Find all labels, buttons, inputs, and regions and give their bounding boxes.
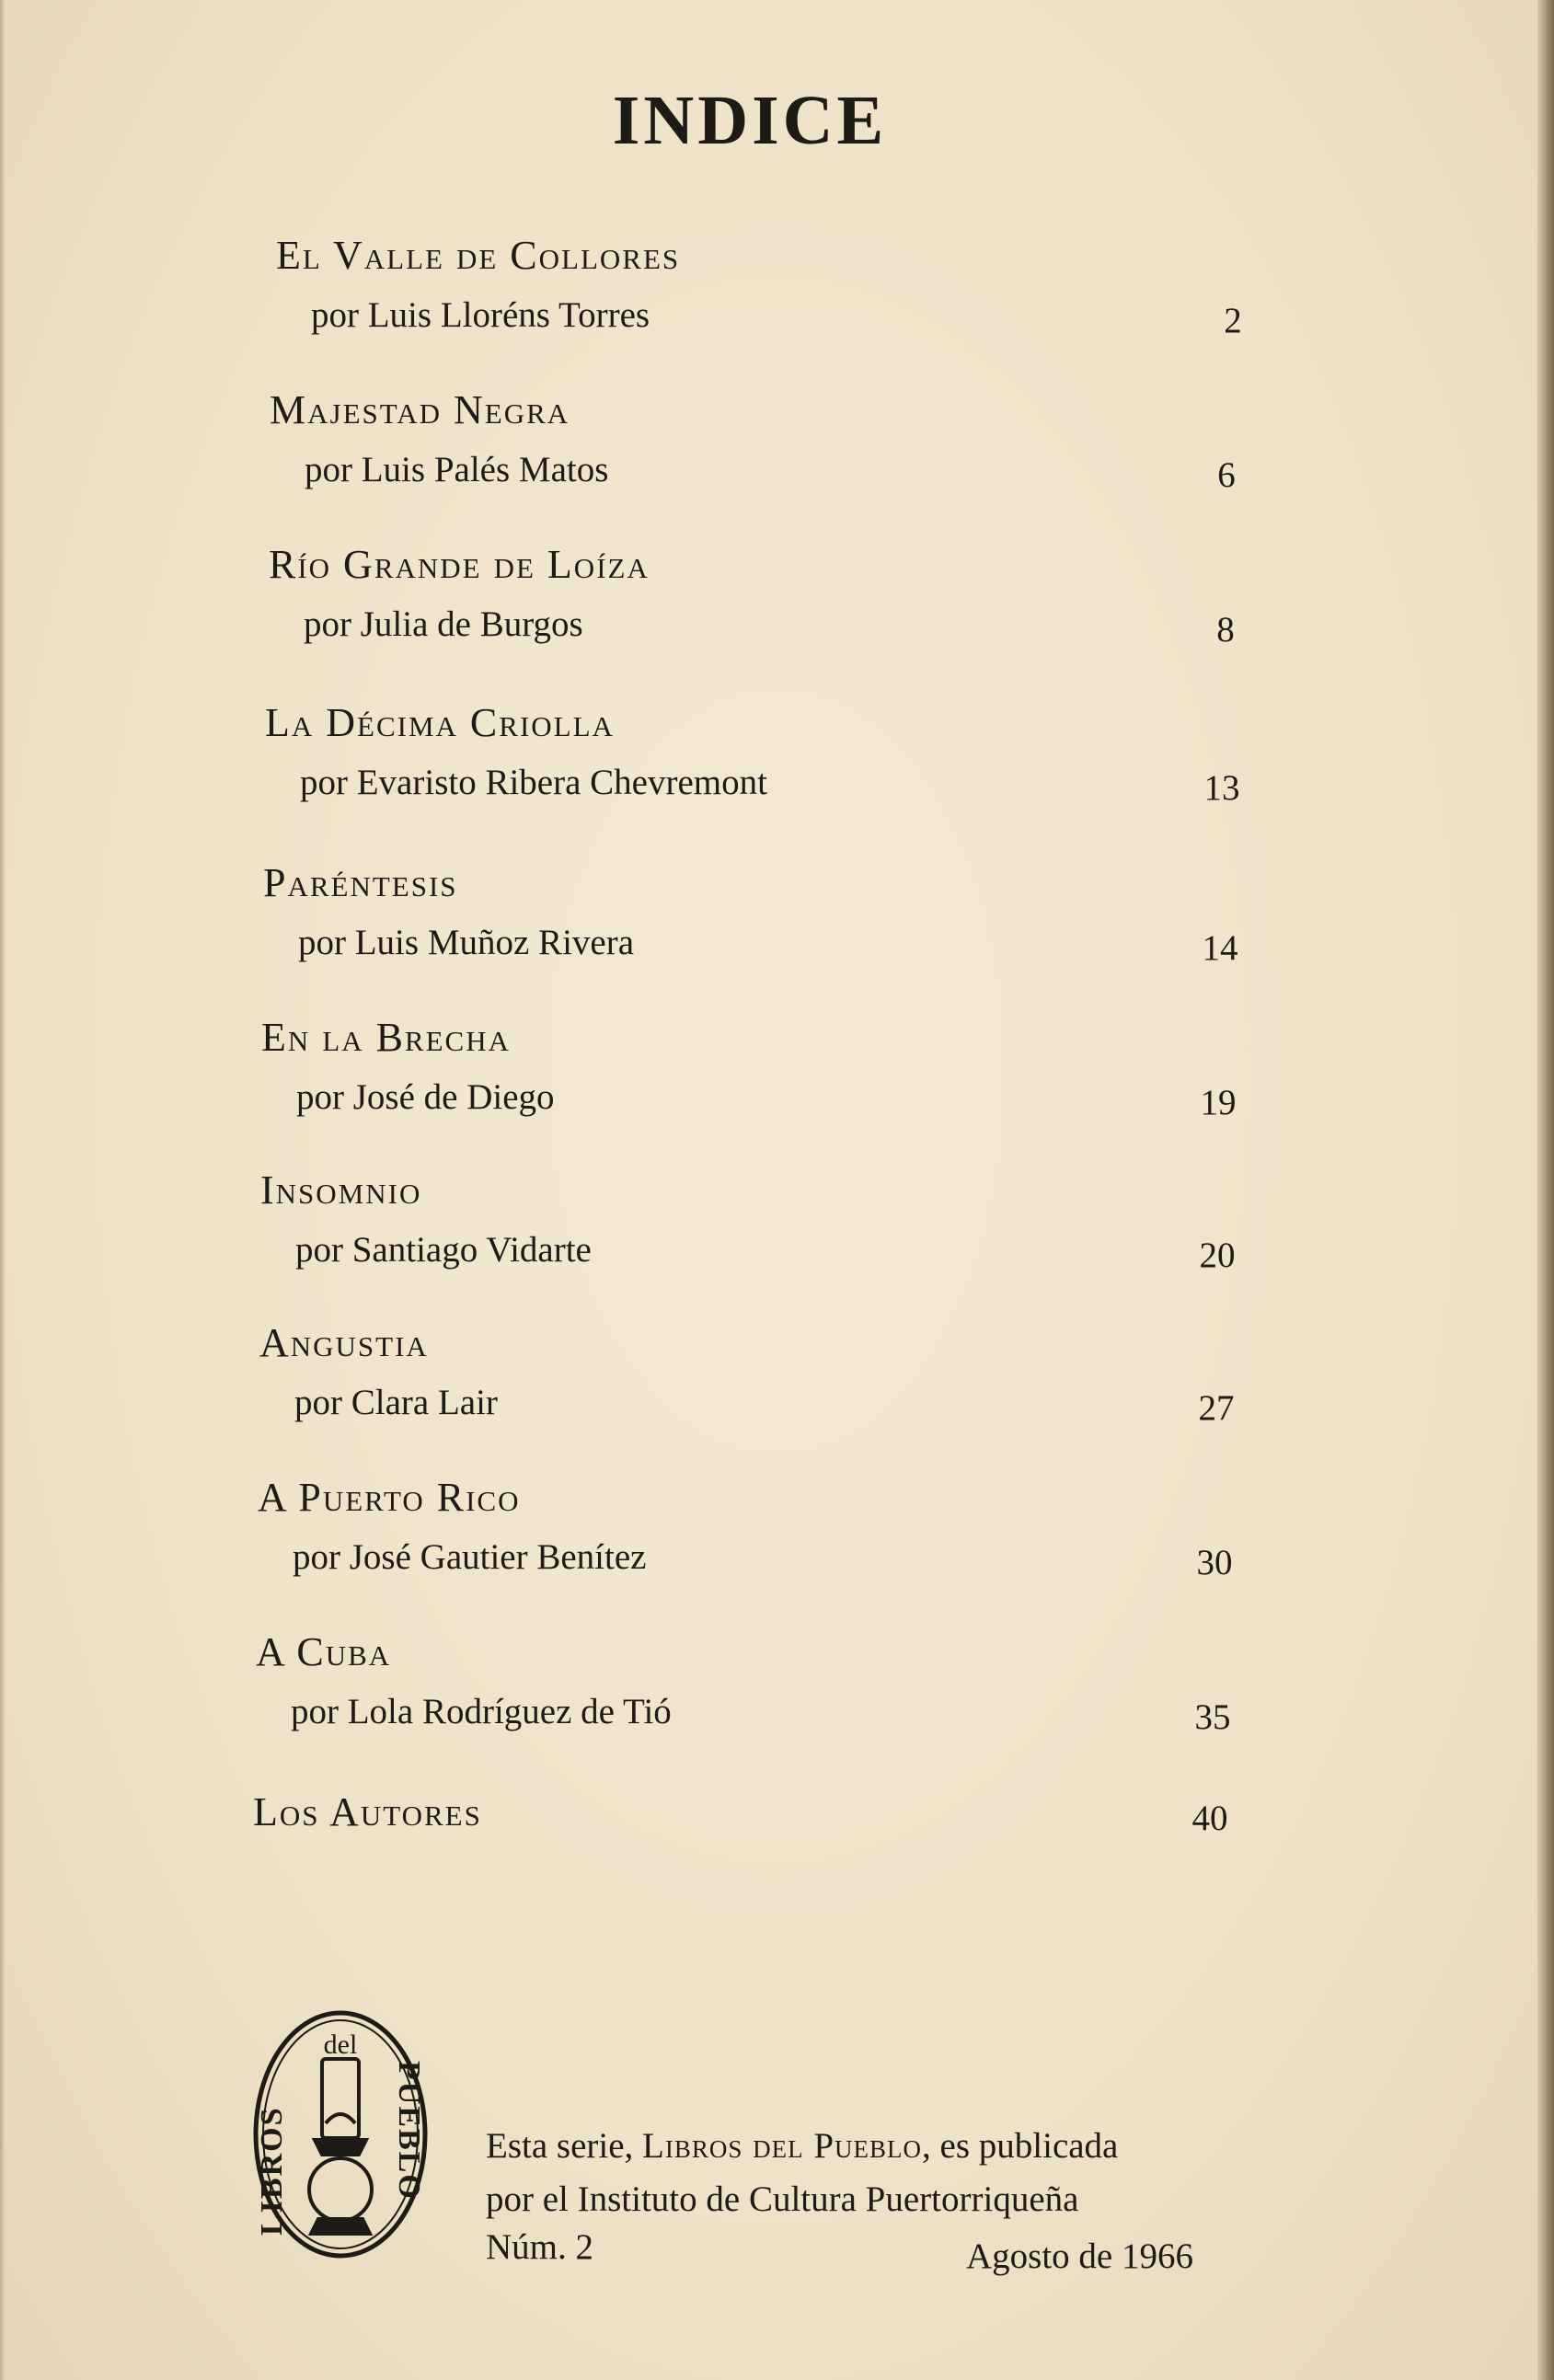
toc-entry: [263, 859, 1275, 988]
toc-entry-title: Los Autores: [253, 1789, 482, 1834]
toc-entry: [261, 1014, 1273, 1143]
oil-lamp-icon: [309, 2059, 372, 2234]
toc-entry-page: 40: [1191, 1799, 1228, 1838]
toc-entry: [260, 1167, 1272, 1295]
toc-entry-author: por Clara Lair: [294, 1383, 498, 1422]
series-name: Libros del Pueblo: [642, 2126, 923, 2166]
emblem-top-text: del: [323, 2029, 358, 2060]
toc-entry: [276, 232, 1288, 361]
toc-entry-page: 8: [1216, 610, 1235, 650]
issue-number: Núm. 2: [486, 2227, 593, 2267]
toc-entry-author: por Luis Palés Matos: [305, 450, 609, 489]
toc-entry-page: 6: [1217, 455, 1236, 495]
page-right-edge: [1537, 0, 1554, 2380]
toc-entry-title: A Cuba: [256, 1629, 392, 1674]
toc-entry-author: por Luis Muñoz Rivera: [298, 923, 635, 962]
toc-entry: [259, 1319, 1272, 1448]
toc-entry-page: 35: [1194, 1697, 1231, 1737]
toc-entry-page: 30: [1196, 1543, 1233, 1582]
toc-entry-page: 2: [1224, 301, 1242, 340]
toc-entry: [265, 699, 1277, 828]
toc-entry: [270, 386, 1282, 515]
footer-suffix: , es publicada: [922, 2126, 1119, 2166]
page-left-edge: [0, 0, 6, 2380]
toc-entry-page: 13: [1203, 768, 1240, 808]
toc-entry: [253, 1788, 1265, 1853]
toc-entry-author: por Lola Rodríguez de Tió: [291, 1692, 672, 1731]
toc-entry: [258, 1474, 1270, 1603]
emblem-right-text: PUEBLO: [392, 2061, 426, 2201]
page-title: INDICE: [612, 82, 888, 159]
toc-entry-author: por Luis Lloréns Torres: [311, 295, 650, 335]
toc-entry: [256, 1628, 1268, 1757]
toc-entry-author: por José Gautier Benítez: [293, 1537, 647, 1577]
toc-entry-title: En la Brecha: [261, 1015, 511, 1060]
footer-line-2: por el Instituto de Cultura Puertorriqueña: [486, 2179, 1079, 2219]
toc-entry-title: Majestad Negra: [270, 387, 570, 432]
toc-entry-author: por Santiago Vidarte: [295, 1230, 592, 1270]
toc-entry-page: 14: [1202, 928, 1238, 968]
toc-entry-title: Paréntesis: [263, 860, 458, 905]
libros-del-pueblo-emblem: [248, 2006, 432, 2263]
footer-prefix: Esta serie,: [486, 2126, 643, 2166]
toc-entry-title: La Décima Criolla: [265, 700, 615, 745]
toc-entry-title: El Valle de Collores: [276, 233, 681, 278]
toc-entry-page: 19: [1200, 1083, 1237, 1122]
toc-entry-title: Insomnio: [260, 1167, 422, 1213]
toc-entry-author: por Julia de Burgos: [304, 604, 583, 644]
publication-date: Agosto de 1966: [966, 2236, 1193, 2276]
toc-entry-author: por José de Diego: [296, 1077, 555, 1117]
toc-entry-title: A Puerto Rico: [258, 1475, 521, 1520]
toc-entry-title: Río Grande de Loíza: [269, 542, 650, 587]
toc-entry-title: Angustia: [259, 1320, 429, 1365]
emblem-left-text: LIBROS: [255, 2106, 289, 2236]
toc-entry-author: por Evaristo Ribera Chevremont: [300, 763, 767, 802]
toc-entry-page: 20: [1199, 1236, 1236, 1275]
toc-entry-page: 27: [1198, 1388, 1235, 1428]
toc-entry: [269, 541, 1281, 670]
footer-line-1: [486, 2125, 1118, 2167]
